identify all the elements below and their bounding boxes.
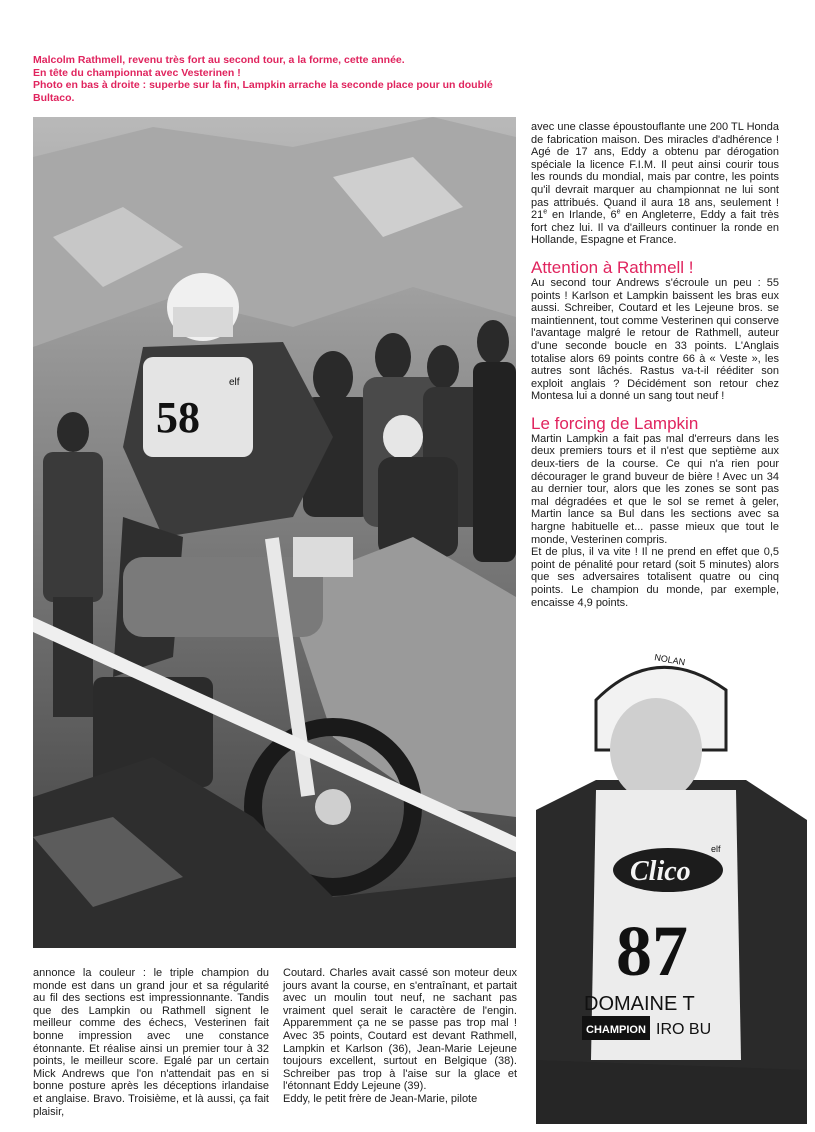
- ireland-rank: 21: [531, 209, 544, 222]
- caption-line-3: Photo en bas à droite : superbe sur la fin, Lampkin arrache la seconde place pour un doublé Bultaco.: [33, 79, 493, 104]
- face: [610, 698, 702, 802]
- bib-sponsor: elf: [229, 377, 240, 388]
- bib-badge: CHAMPION: [586, 1024, 646, 1036]
- bottom-middle-paragraph-2: Eddy, le petit frère de Jean-Marie, pilote: [283, 1092, 478, 1105]
- right-paragraph-1: [531, 121, 779, 247]
- ireland-rank-suffix: e: [543, 208, 548, 216]
- right-column: [531, 121, 779, 609]
- bib-number-58: 58: [156, 393, 200, 442]
- main-photo-illustration: [33, 117, 516, 948]
- england-rank-suffix: e: [616, 208, 621, 216]
- photo-caption: [33, 54, 533, 104]
- heading-attention-rathmell: Attention à Rathmell !: [531, 257, 694, 277]
- right-paragraph-2: Au second tour Andrews s'écroule un peu : 55 points ! Karlson et Lampkin baissent les bras eux aussi. Schreiber, Coutard et les Lejeune bros. se maintiennent, tout comme Vesterinen qui conserve l'avantage malgré le retour de Rathmell, auteur d'une seconde boucle en 33 points. L'Anglais totalise alors 69 points contre 66 à « Veste », les autres sont lâchés. Rastus va-t-il rééditer son exploit anglais ? Décidément son retour chez Montesa lui a donné un sang tout neuf !: [531, 276, 779, 403]
- right-paragraph-1-end: en Angleterre, Eddy a fait très fort chez lui. Il va d'ailleurs continuer la ronde en Hollande, Espagne et France.: [531, 209, 779, 247]
- lampkin-portrait-photo: [536, 630, 807, 1124]
- main-photo: [33, 117, 516, 948]
- bib-number-87: 87: [616, 911, 688, 991]
- england-rank: 6: [610, 209, 617, 222]
- caption-line-1: Malcolm Rathmell, revenu très fort au second tour, a la forme, cette année.: [33, 54, 405, 66]
- heading-forcing-lampkin: Le forcing de Lampkin: [531, 413, 699, 433]
- caption-line-2: En tête du championnat avec Vesterinen !: [33, 66, 241, 79]
- bottom-left-paragraph: annonce la couleur : le triple champion du monde est dans un grand jour et sa régularité au fil des sections est impressionnante. Tandis que des Lampkin ou Rathmell signent le meilleur comme des échecs, Vesterinen fait bonne impression avec une constance étonnante. Et réalise ainsi un premier tour à 32 points, le meilleur score. Egalé par un certain Mick Andrews que l'on n'attendait pas en si bonne posture après les déceptions irlandaise et anglaise. Bravo. Troisième, et là aussi, ça fait plaisir,: [33, 967, 269, 1118]
- ireland-text: en Irlande,: [547, 209, 611, 222]
- right-paragraph-3: Martin Lampkin a fait pas mal d'erreurs dans les deux premiers tours et il n'est que septième aux deux-tiers de la course. Ce qui n'a rien pour décourager le grand buveur de bière ! Avec un 34 au dernier tour, alors que les zones se sont pas mal dégradées et que le sol se remet à geler, Martin lance sa Bul dans les sections avec sa hargne habituelle et... passe mieux que tout le monde, Vesterinen compris.: [531, 432, 779, 546]
- right-paragraph-1-text: avec une classe époustouflante une 200 TL Honda de fabrication maison. Des miracles d'adhérence ! Agé de 17 ans, Eddy a obtenu par dérogation spéciale la licence F.I.M. Il peut ainsi courir tous les rounds du mondial, mais par contre, les points qu'il devrait marquer au championnat ne lui sont pas attribués. Quand il aura 18 ans, seulement !: [531, 121, 779, 209]
- helmet-brand: NOLAN: [653, 652, 686, 668]
- bottom-middle-paragraph-1: Coutard. Charles avait cassé son moteur deux jours avant la course, en s'entraînant, et partait avec un moulin tout neuf, ne sachant pas vraiment quel serait le caractère de l'engin. Apparemment ça ne se passe pas trop mal ! Avec 35 points, Coutard est devant Rathmell, Lampkin et Karlson (36), Jean-Marie Lejeune toujours excellent, surtout en Belgique (38). Schreiber pas trop à l'aise sur la glace et l'étonnant Eddy Lejeune (39).: [283, 967, 517, 1093]
- lampkin-portrait-illustration: [536, 630, 807, 1124]
- right-paragraph-4: Et de plus, il va vite ! Il ne prend en effet que 0,5 point de pénalité pour retard (soit 5 minutes) alors que ses adversaires totalisent quatre ou cinq points. Le champion du monde, par exemple, encaisse 4,9 points.: [531, 546, 779, 609]
- bottom-middle-column: [283, 967, 517, 1106]
- bib-tail: IRO BU: [656, 1021, 712, 1038]
- bottom-left-column: [33, 967, 269, 1118]
- bib-sponsor-87: elf: [711, 844, 721, 854]
- bib-brand: Clico: [630, 856, 691, 887]
- bib-banner: DOMAINE T: [584, 993, 695, 1015]
